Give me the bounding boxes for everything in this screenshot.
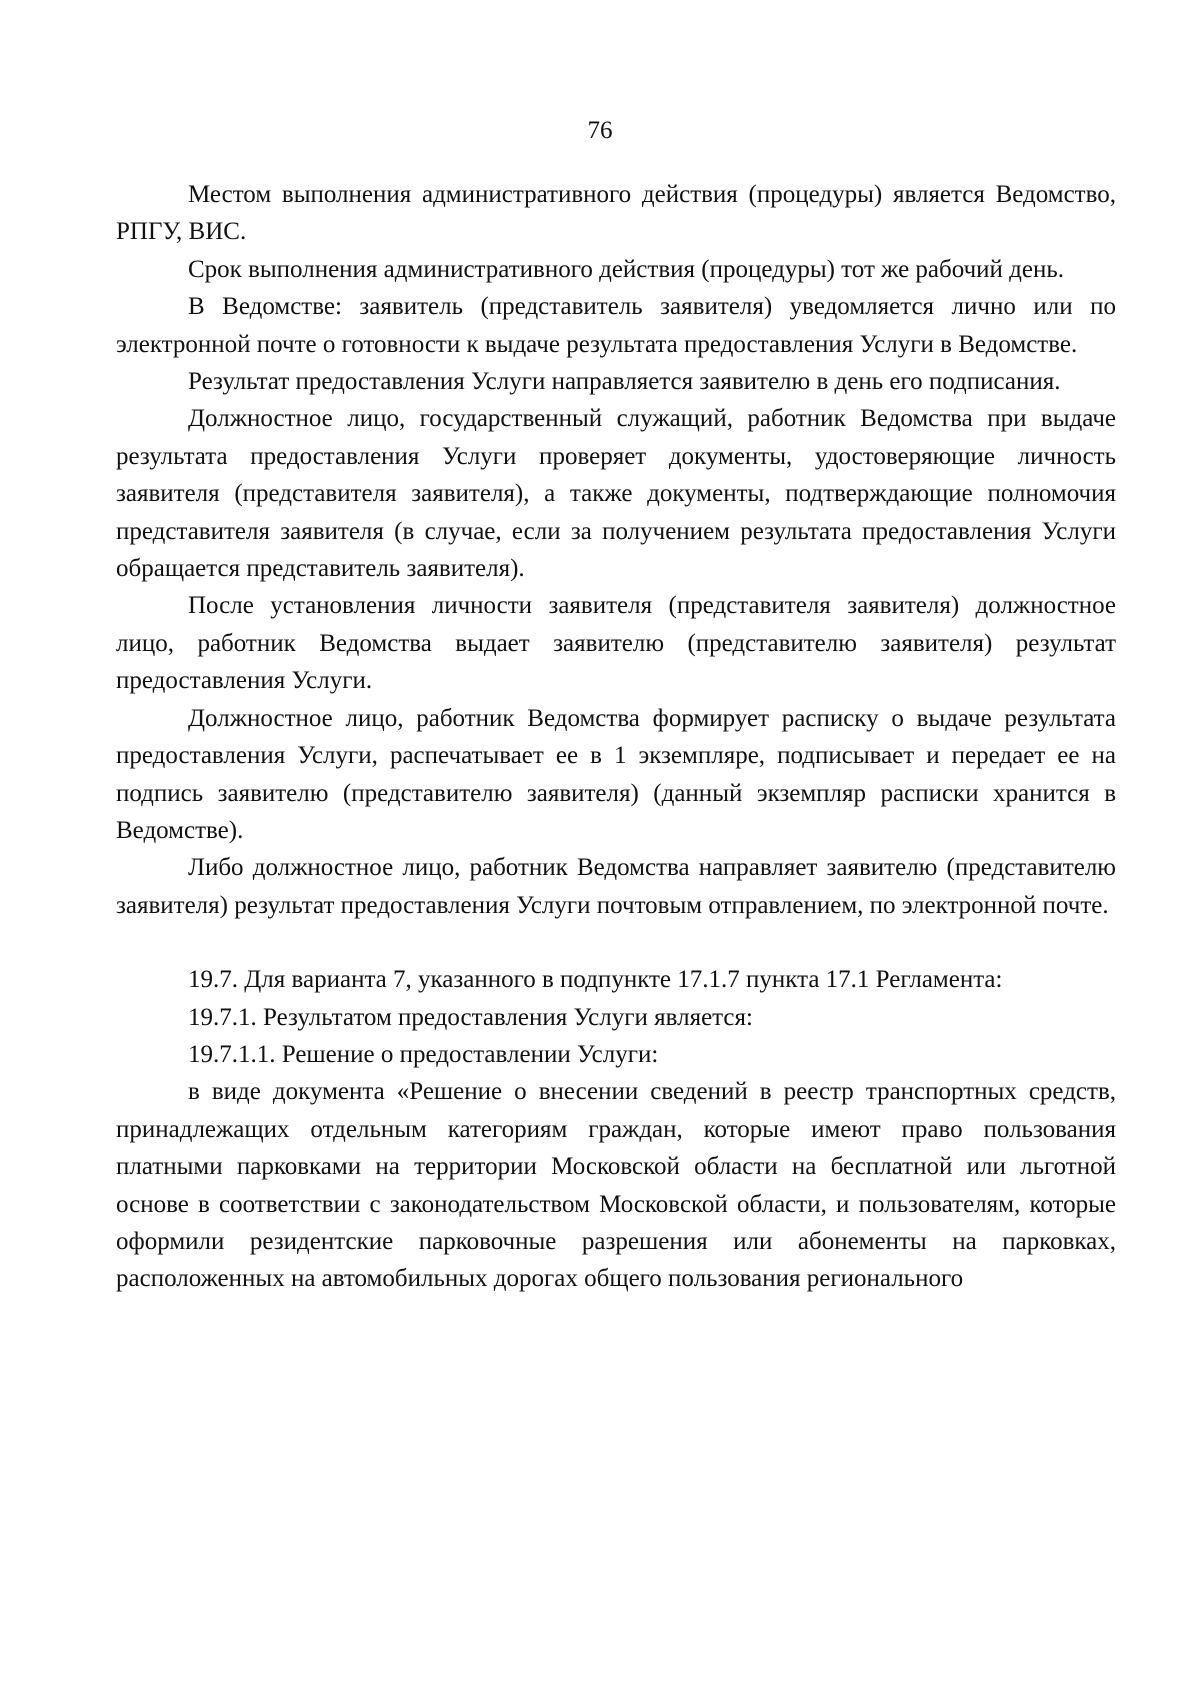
paragraph-document-check: Должностное лицо, государственный служащий, работник Ведомства при выдаче результата предоставления Услуги проверяет документы, удостоверяющие личность заявителя (представителя заявителя), а также документы, подтверждающие полномочия представителя заявителя (в случае, если за получением результата предоставления Услуги обращается представитель заявителя).: [116, 405, 1116, 583]
paragraph-notification: В Ведомстве: заявитель (представитель заявителя) уведомляется лично или по электронной почте о готовности к выдаче результата предоставления Услуги в Ведомстве.: [116, 293, 1116, 358]
section-spacer: [116, 924, 1116, 961]
paragraph-action-deadline: Срок выполнения административного действия (процедуры) тот же рабочий день.: [188, 255, 1065, 283]
page-number: 76: [587, 117, 613, 144]
document-body: [116, 176, 1116, 1298]
paragraph-result-direction: Результат предоставления Услуги направляется заявителю в день его подписания.: [188, 368, 1061, 396]
paragraph-postal-delivery: Либо должностное лицо, работник Ведомства направляет заявителю (представителю заявителя) результат предоставления Услуги почтовым отправлением, по электронной почте.: [116, 854, 1116, 919]
paragraph-decision-document: в виде документа «Решение о внесении сведений в реестр транспортных средств, принадлежащих отдельным категориям граждан, которые имеют право пользования платными парковками на территории Московской области на бесплатной или льготной основе в соответствии с законодательством Московской области, и пользователям, которые оформили резидентские парковочные разрешения или абонементы на парковках, расположенных на автомобильных дорогах общего пользования регионального: [116, 1078, 1116, 1293]
section-heading-19-7: 19.7. Для варианта 7, указанного в подпункте 17.1.7 пункта 17.1 Регламента:: [188, 966, 1003, 994]
section-heading-19-7-1-1: 19.7.1.1. Решение о предоставлении Услуги:: [188, 1040, 659, 1068]
section-heading-19-7-1: 19.7.1. Результатом предоставления Услуги является:: [188, 1003, 753, 1031]
paragraph-result-issue: После установления личности заявителя (представителя заявителя) должностное лицо, работник Ведомства выдает заявителю (представителю заявителя) результат предоставления Услуги.: [116, 592, 1116, 695]
paragraph-receipt: Должностное лицо, работник Ведомства формирует расписку о выдаче результата предоставления Услуги, распечатывает ее в 1 экземпляре, подписывает и передает ее на подпись заявителю (представителю заявителя) (данный экземпляр расписки хранится в Ведомстве).: [116, 704, 1116, 844]
paragraph-place-of-action: Местом выполнения административного действия (процедуры) является Ведомство, РПГУ, ВИС.: [116, 181, 1116, 246]
